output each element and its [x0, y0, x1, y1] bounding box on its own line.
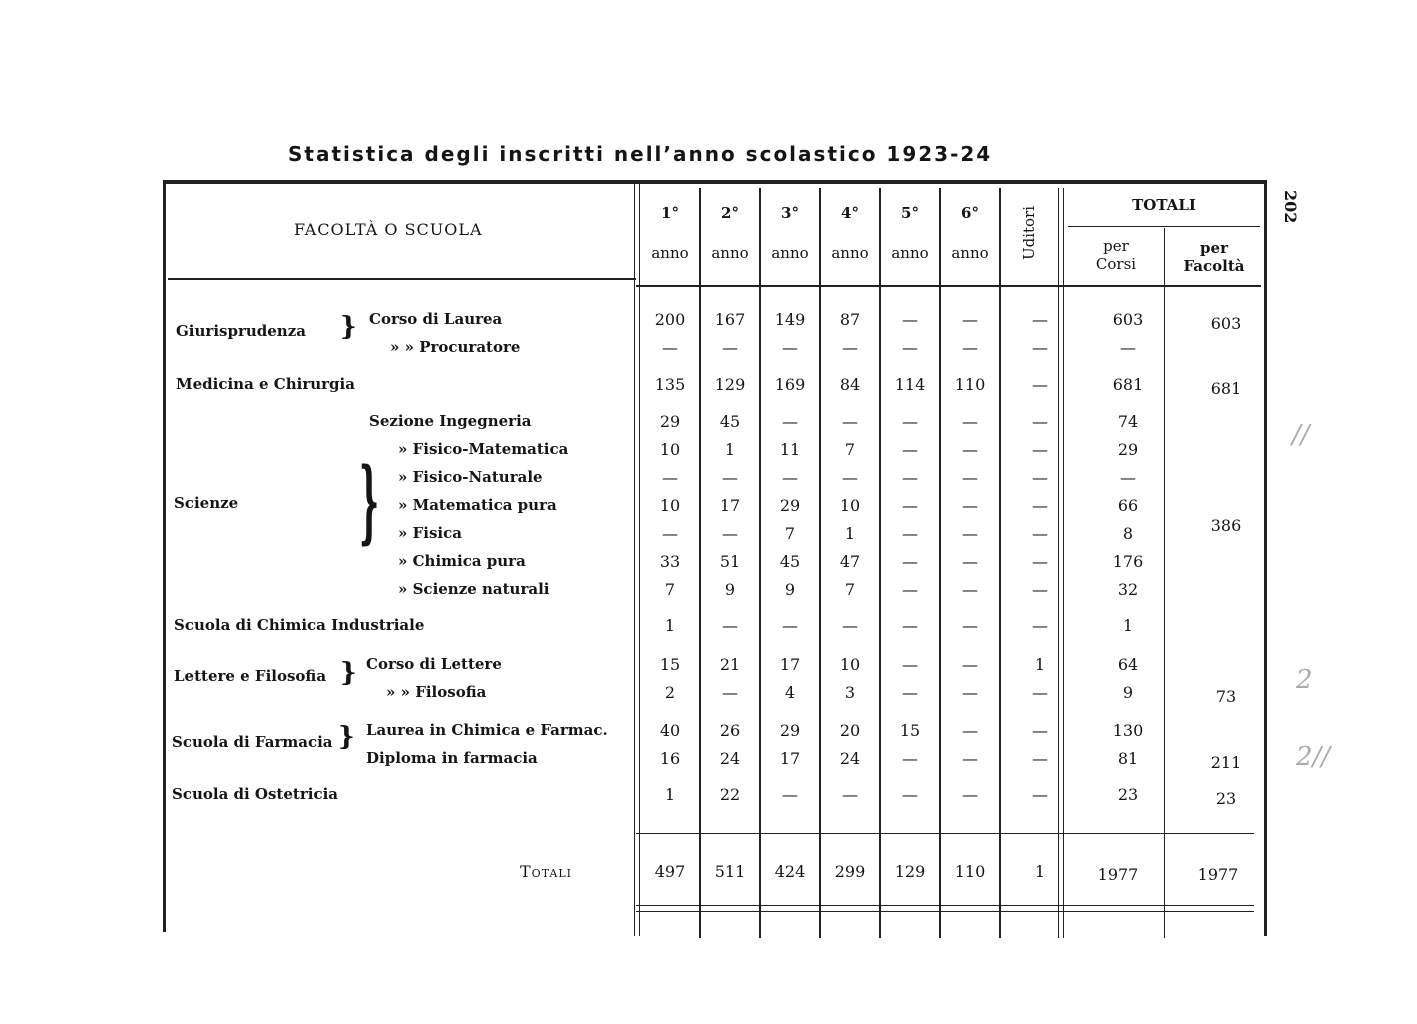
table-top-border [165, 180, 1267, 184]
table-cell: 21 [719, 655, 741, 674]
brace-lettere: } [340, 658, 357, 688]
total-per-corsi-cell: 64 [1117, 655, 1139, 674]
totals-cell: 110 [954, 862, 986, 881]
header-totali: TOTALI [1132, 196, 1196, 214]
total-per-corsi-cell: — [1120, 468, 1136, 487]
table-cell: — [1032, 785, 1048, 804]
table-cell: 10 [659, 440, 681, 459]
table-cell: — [962, 468, 978, 487]
table-cell: 45 [719, 412, 741, 431]
faculty-label: Medicina e Chirurgia [176, 375, 355, 393]
header-year-3: 3° [781, 204, 799, 222]
col-sep-1 [699, 188, 701, 938]
table-cell: — [902, 655, 918, 674]
table-cell: — [962, 616, 978, 635]
col-sep-5 [939, 188, 941, 938]
table-cell: — [1032, 749, 1048, 768]
totals-cell: 1 [1034, 862, 1046, 881]
table-cell: — [902, 468, 918, 487]
table-cell: — [842, 616, 858, 635]
table-cell: 17 [779, 749, 801, 768]
total-per-facolta-cell: 603 [1210, 314, 1242, 333]
table-cell: — [1032, 496, 1048, 515]
table-cell: 1 [724, 440, 736, 459]
table-cell: 29 [779, 496, 801, 515]
table-cell: — [902, 616, 918, 635]
header-rule-right [636, 285, 1261, 287]
faculty-label: Lettere e Filosofia [174, 667, 327, 685]
table-cell: — [842, 412, 858, 431]
table-cell: 33 [659, 552, 681, 571]
totals-rule-bottom-2 [636, 911, 1254, 912]
table-cell: 22 [719, 785, 741, 804]
table-cell: — [842, 468, 858, 487]
table-cell: — [962, 749, 978, 768]
table-cell: — [1032, 721, 1048, 740]
table-cell: 110 [954, 375, 986, 394]
course-label: » » Procuratore [390, 338, 521, 356]
table-cell: — [962, 496, 978, 515]
table-cell: — [1032, 310, 1048, 329]
table-cell: — [1032, 440, 1048, 459]
table-cell: — [962, 580, 978, 599]
header-per-facolta-1: per [1200, 239, 1228, 257]
table-cell: 20 [839, 721, 861, 740]
total-per-facolta-cell: 73 [1215, 687, 1237, 706]
table-cell: — [902, 496, 918, 515]
table-cell: 129 [714, 375, 746, 394]
totals-cell: 497 [654, 862, 686, 881]
table-cell: 4 [784, 683, 796, 702]
table-cell: — [902, 580, 918, 599]
table-cell: — [662, 524, 678, 543]
totals-cell: 424 [774, 862, 806, 881]
brace-farmacia: } [338, 722, 355, 752]
page-number: 202 [1281, 190, 1300, 224]
header-per-facolta-2: Facoltà [1183, 257, 1245, 275]
table-cell: 1 [844, 524, 856, 543]
table-cell: 7 [664, 580, 676, 599]
margin-pencil-mark-2: 2 [1296, 665, 1313, 695]
faculty-label: Scuola di Farmacia [172, 733, 333, 751]
table-cell: — [1032, 683, 1048, 702]
header-per-corsi-2: Corsi [1095, 255, 1137, 273]
table-cell: 11 [779, 440, 801, 459]
table-cell: 15 [899, 721, 921, 740]
total-per-facolta-cell: 681 [1210, 379, 1242, 398]
col-sep-4 [879, 188, 881, 938]
course-label: » Fisico-Naturale [398, 468, 543, 486]
table-cell: 10 [659, 496, 681, 515]
totals-cell: 511 [714, 862, 746, 881]
total-per-facolta-cell: 23 [1215, 789, 1237, 808]
table-cell: 9 [724, 580, 736, 599]
header-anno-6: anno [951, 244, 989, 262]
table-cell: — [782, 785, 798, 804]
table-cell: — [902, 440, 918, 459]
table-cell: — [1032, 375, 1048, 394]
table-cell: 9 [784, 580, 796, 599]
total-per-corsi-cell: 23 [1117, 785, 1139, 804]
table-cell: 29 [659, 412, 681, 431]
header-facolta: FACOLTÀ O SCUOLA [294, 220, 483, 239]
total-per-corsi-cell: 130 [1112, 721, 1144, 740]
table-cell: 40 [659, 721, 681, 740]
table-cell: 45 [779, 552, 801, 571]
totals-rule-bottom-1 [636, 905, 1254, 906]
faculty-label: Scuola di Chimica Industriale [174, 616, 425, 634]
header-anno-4: anno [831, 244, 869, 262]
table-cell: 149 [774, 310, 806, 329]
grand-total-corsi: 1977 [1097, 865, 1139, 884]
course-label: » Scienze naturali [398, 580, 550, 598]
faculty-label: Scuola di Ostetricia [172, 785, 338, 803]
table-cell: 3 [844, 683, 856, 702]
header-year-1: 1° [661, 204, 679, 222]
total-per-corsi-cell: 176 [1112, 552, 1144, 571]
page-title: Statistica degli inscritti nell’anno scolastico 1923-24 [288, 142, 993, 166]
table-cell: — [962, 785, 978, 804]
col-sep-3 [819, 188, 821, 938]
total-per-corsi-cell: 603 [1112, 310, 1144, 329]
totali-rule [1068, 226, 1260, 227]
table-cell: — [1032, 580, 1048, 599]
margin-pencil-mark-3: 2// [1296, 742, 1331, 772]
table-cell: 16 [659, 749, 681, 768]
table-cell: — [722, 338, 738, 357]
table-cell: — [962, 552, 978, 571]
table-cell: — [902, 749, 918, 768]
table-right-border [1264, 184, 1267, 936]
table-cell: — [1032, 338, 1048, 357]
table-cell: 47 [839, 552, 861, 571]
table-cell: 17 [779, 655, 801, 674]
table-cell: — [782, 412, 798, 431]
course-label: » Fisico-Matematica [398, 440, 569, 458]
table-cell: — [902, 524, 918, 543]
faculty-label: Scienze [174, 494, 239, 512]
total-per-corsi-cell: 9 [1122, 683, 1134, 702]
header-year-5: 5° [901, 204, 919, 222]
col-sep-b [639, 184, 640, 936]
table-cell: 26 [719, 721, 741, 740]
table-cell: — [902, 310, 918, 329]
table-cell: — [782, 468, 798, 487]
table-cell: — [902, 412, 918, 431]
table-cell: — [722, 683, 738, 702]
grand-total-facolta: 1977 [1197, 865, 1239, 884]
table-cell: — [962, 524, 978, 543]
table-cell: — [962, 412, 978, 431]
total-per-corsi-cell: 81 [1117, 749, 1139, 768]
table-cell: 15 [659, 655, 681, 674]
header-year-2: 2° [721, 204, 739, 222]
course-label: Corso di Lettere [366, 655, 502, 673]
total-per-corsi-cell: 66 [1117, 496, 1139, 515]
table-cell: — [962, 683, 978, 702]
totals-label: Totali [520, 862, 573, 881]
table-cell: 7 [844, 580, 856, 599]
table-cell: — [962, 655, 978, 674]
faculty-label: Giurisprudenza [176, 322, 306, 340]
total-per-corsi-cell: 29 [1117, 440, 1139, 459]
table-cell: — [662, 338, 678, 357]
table-cell: — [1032, 616, 1048, 635]
table-cell: 200 [654, 310, 686, 329]
total-per-corsi-cell: 681 [1112, 375, 1144, 394]
header-anno-1: anno [651, 244, 689, 262]
header-anno-3: anno [771, 244, 809, 262]
table-cell: — [1032, 412, 1048, 431]
margin-pencil-mark-1: // [1292, 420, 1310, 450]
table-cell: 7 [784, 524, 796, 543]
table-cell: — [962, 440, 978, 459]
table-cell: 169 [774, 375, 806, 394]
table-cell: 10 [839, 655, 861, 674]
table-cell: 51 [719, 552, 741, 571]
total-per-corsi-cell: 74 [1117, 412, 1139, 431]
header-uditori: Uditori [1020, 205, 1038, 261]
header-year-6: 6° [961, 204, 979, 222]
brace-giurisprudenza: } [340, 312, 357, 342]
table-cell: 17 [719, 496, 741, 515]
total-per-corsi-cell: 32 [1117, 580, 1139, 599]
totals-cell: 299 [834, 862, 866, 881]
header-per-corsi-1: per [1103, 237, 1129, 255]
total-per-corsi-cell: — [1120, 338, 1136, 357]
table-cell: — [902, 552, 918, 571]
table-cell: 1 [1034, 655, 1046, 674]
table-cell: 24 [839, 749, 861, 768]
col-sep-6 [999, 188, 1001, 938]
table-cell: 7 [844, 440, 856, 459]
table-cell: — [722, 616, 738, 635]
course-label: Laurea in Chimica e Farmac. [366, 721, 608, 739]
course-label: » » Filosofia [386, 683, 487, 701]
total-per-corsi-cell: 1 [1122, 616, 1134, 635]
course-label: Diploma in farmacia [366, 749, 538, 767]
table-cell: 135 [654, 375, 686, 394]
table-cell: 2 [664, 683, 676, 702]
header-rule-left [168, 278, 636, 280]
table-cell: — [962, 310, 978, 329]
col-sep-a [634, 184, 635, 936]
table-cell: — [722, 468, 738, 487]
total-per-facolta-cell: 386 [1210, 516, 1242, 535]
table-cell: — [902, 338, 918, 357]
col-sep-2 [759, 188, 761, 938]
table-left-border [163, 180, 166, 932]
header-year-4: 4° [841, 204, 859, 222]
course-label: Sezione Ingegneria [369, 412, 532, 430]
table-cell: — [1032, 552, 1048, 571]
table-cell: — [722, 524, 738, 543]
table-cell: — [962, 721, 978, 740]
course-label: » Chimica pura [398, 552, 526, 570]
table-cell: 84 [839, 375, 861, 394]
totals-rule-top [636, 833, 1254, 834]
header-anno-5: anno [891, 244, 929, 262]
table-cell: — [902, 683, 918, 702]
table-cell: 87 [839, 310, 861, 329]
table-cell: — [902, 785, 918, 804]
table-cell: 167 [714, 310, 746, 329]
table-cell: 1 [664, 785, 676, 804]
total-per-facolta-cell: 211 [1210, 753, 1242, 772]
total-per-corsi-cell: 8 [1122, 524, 1134, 543]
totals-cell: 129 [894, 862, 926, 881]
table-cell: 10 [839, 496, 861, 515]
table-cell: 114 [894, 375, 926, 394]
course-label: Corso di Laurea [369, 310, 503, 328]
table-cell: — [782, 616, 798, 635]
table-cell: — [962, 338, 978, 357]
table-cell: 29 [779, 721, 801, 740]
table-cell: — [842, 785, 858, 804]
table-cell: 24 [719, 749, 741, 768]
table-cell: — [1032, 468, 1048, 487]
col-sep-8 [1164, 228, 1165, 938]
table-cell: — [662, 468, 678, 487]
table-cell: — [842, 338, 858, 357]
header-anno-2: anno [711, 244, 749, 262]
brace-scienze: } [358, 448, 380, 554]
table-cell: — [782, 338, 798, 357]
table-cell: — [1032, 524, 1048, 543]
table-cell: 1 [664, 616, 676, 635]
course-label: » Matematica pura [398, 496, 557, 514]
course-label: » Fisica [398, 524, 462, 542]
